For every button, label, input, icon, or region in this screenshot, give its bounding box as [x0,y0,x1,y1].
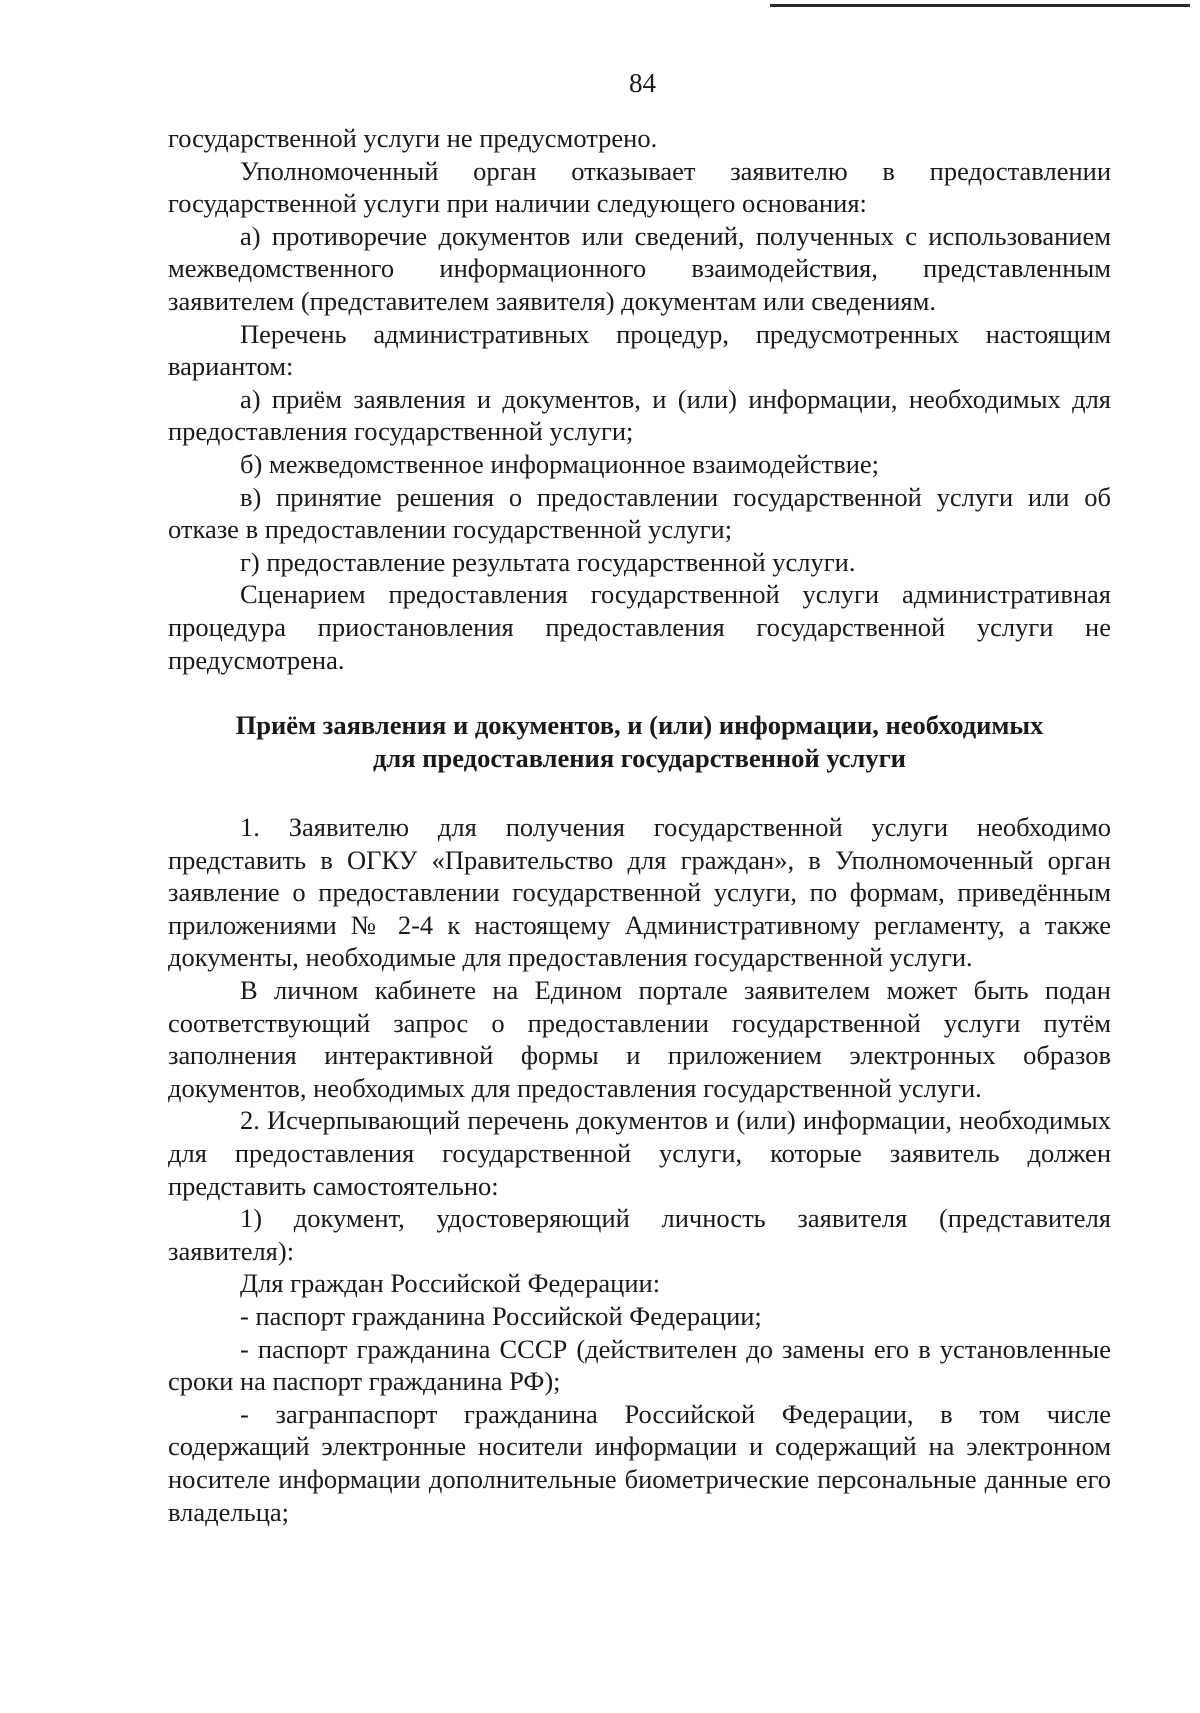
document-body [168,122,1111,1528]
section-heading [168,709,1111,775]
paragraph-refusal-basis: Уполномоченный орган отказывает заявителю в предоставлении государственной услуги при наличии следующего основания: [168,155,1111,219]
paragraph-procedure-v: в) принятие решения о предоставлении государственной услуги или об отказе в предоставлении государственной услуги; [168,481,1111,545]
list-item-passport-rf: - паспорт гражданина Российской Федерации; [240,1301,762,1331]
paragraph-refusal-item-a: а) противоречие документов или сведений, полученных с использованием межведомственного информационного взаимодействия, представленным заявителем (представителем заявителя) документам или сведениям. [168,220,1111,316]
top-scan-rule [770,4,1190,7]
paragraph-scenario: Сценарием предоставления государственной услуги административная процедура приостановления предоставления государственной услуги не предусмотрена. [168,579,1111,675]
section-heading-line-1: Приём заявления и документов, и (или) информации, необходимых [235,710,1044,741]
page-number: 84 [629,68,656,98]
paragraph-procedures-list: Перечень административных процедур, предусмотренных настоящим вариантом: [168,318,1111,382]
paragraph-personal-account: В личном кабинете на Едином портале заявителем может быть подан соответствующий запрос о предоставлении государственной услуги путём заполнения интерактивной формы и приложением электронных образов документов, необходимых для предоставления государственной услуги. [168,975,1111,1103]
list-item-foreign-passport: - загранпаспорт гражданина Российской Федерации, в том числе содержащий электронные носители информации и содержащий на электронном носителе информации дополнительные биометрические персональные данные его владельца; [168,1398,1111,1527]
paragraph-procedure-a: а) приём заявления и документов, и (или) информации, необходимых для предоставления государственной услуги; [168,383,1111,447]
paragraph-procedure-b: б) межведомственное информационное взаимодействие; [240,448,880,479]
paragraph-item-2: 2. Исчерпывающий перечень документов и (или) информации, необходимых для предоставления государственной услуги, которые заявитель должен представить самостоятельно: [168,1105,1111,1201]
paragraph-continuation: государственной услуги не предусмотрено. [168,123,658,153]
paragraph-procedure-g: г) предоставление результата государственной услуги. [240,546,856,577]
paragraph-citizens-rf: Для граждан Российской Федерации: [240,1268,661,1299]
section-heading-line-2: для предоставления государственной услуги [373,743,906,774]
paragraph-item-1: 1. Заявителю для получения государственной услуги необходимо представить в ОГКУ «Правительство для граждан», в Уполномоченный орган заявление о предоставлении государственной услуги, по формам, приведённым приложениями № 2-4 к настоящему Административному регламенту, а также документы, необходимые для предоставления государственной услуги. [168,812,1111,973]
list-item-passport-ussr: - паспорт гражданина СССР (действителен до замены его в установленные сроки на паспорт гражданина РФ); [168,1333,1111,1397]
paragraph-subitem-1: 1) документ, удостоверяющий личность заявителя (представителя заявителя): [168,1203,1111,1266]
